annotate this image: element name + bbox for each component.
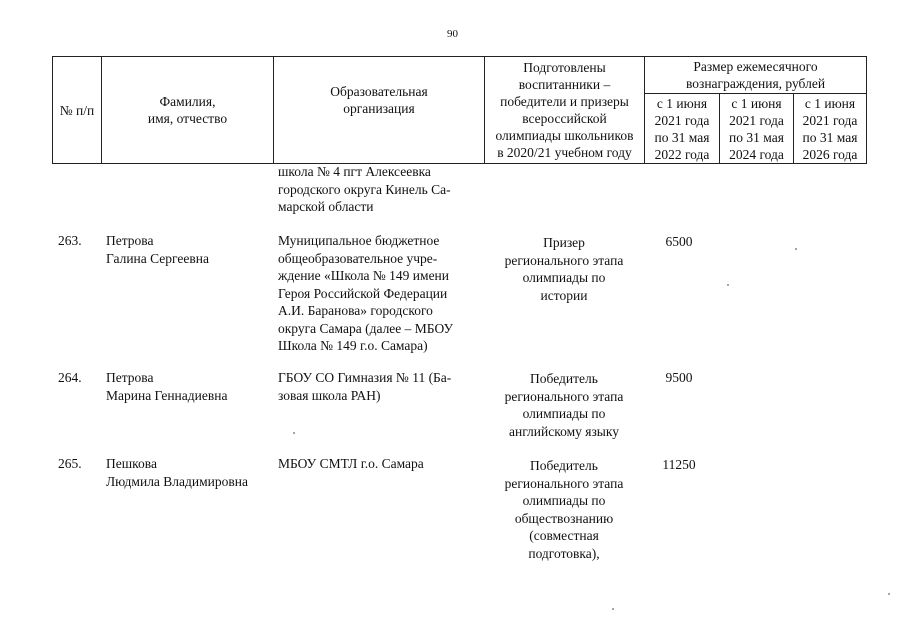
row-number: 263.	[58, 233, 82, 248]
header-period-2022: с 1 июня 2021 года по 31 мая 2022 года	[654, 95, 710, 162]
scan-speck	[293, 432, 295, 434]
row-amount: 11250	[662, 457, 696, 472]
header-name: Фамилия, имя, отчество	[147, 94, 228, 126]
header-period-2026: с 1 июня 2021 года по 31 мая 2026 года	[802, 95, 858, 162]
row-award: Призер регионального этапа олимпиады по истории	[504, 235, 624, 303]
header-num: № п/п	[59, 102, 95, 118]
header-prepared: Подготовлены воспитанники – победители и призеры всероссийской олимпиады школьников в 2020/21 учебном году	[495, 60, 634, 160]
row-amount: 6500	[665, 234, 693, 249]
header-size: Размер ежемесячного вознаграждения, рублей	[685, 59, 826, 91]
row-organization: ГБОУ СО Гимназия № 11 (Ба- зовая школа РАН)	[278, 370, 452, 403]
row-number: 265.	[58, 456, 82, 471]
page-number: 90	[447, 28, 458, 40]
continuation-org: школа № 4 пгт Алексеевка городского округа Кинель Са- марской области	[278, 164, 451, 214]
scan-speck	[795, 248, 797, 250]
row-amount: 9500	[665, 370, 693, 385]
row-person-name: Петрова Марина Геннадиевна	[106, 370, 228, 403]
row-person-name: Петрова Галина Сергеевна	[106, 233, 209, 266]
row-organization: МБОУ СМТЛ г.о. Самара	[278, 456, 424, 471]
row-person-name: Пешкова Людмила Владимировна	[106, 456, 248, 489]
row-award: Победитель регионального этапа олимпиады по английскому языку	[504, 371, 624, 439]
row-organization: Муниципальное бюджетное общеобразовательное учре- ждение «Школа № 149 имени Героя Российской Федерации А.И. Баранова» городского округа Самара (далее – МБОУ Школа № 149 г.о. Самара)	[278, 233, 453, 353]
scan-speck	[727, 284, 729, 286]
scan-speck	[612, 608, 614, 610]
scan-speck	[888, 593, 890, 595]
row-award: Победитель регионального этапа олимпиады по обществознанию (совместная подготовка),	[504, 458, 624, 561]
table-header	[52, 56, 867, 164]
row-number: 264.	[58, 370, 82, 385]
header-org: Образовательная организация	[330, 84, 428, 116]
header-period-2024: с 1 июня 2021 года по 31 мая 2024 года	[729, 95, 784, 162]
